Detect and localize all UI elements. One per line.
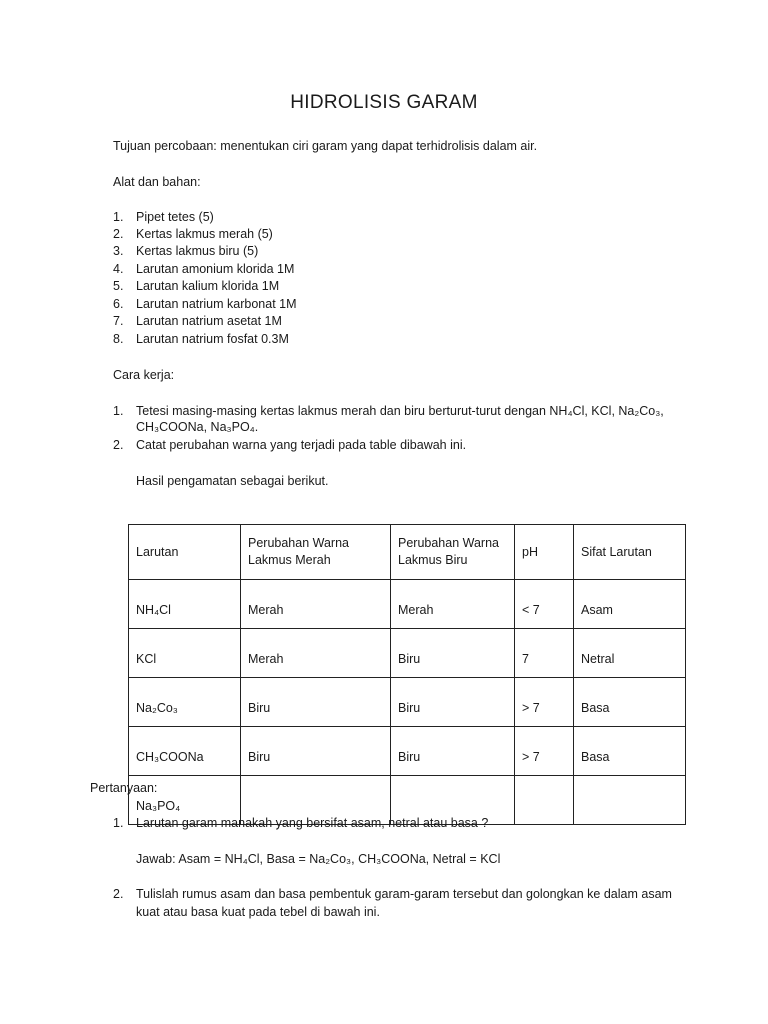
list-item: Kertas lakmus biru (5) [136,244,259,258]
list-number: 6. [113,297,124,311]
list-number: 5. [113,279,124,293]
table-cell: Biru [391,629,515,678]
table-cell: Basa [574,678,686,727]
procedure-step-line: Catat perubahan warna yang terjadi pada table dibawah ini. [136,438,467,452]
table-cell: Na₃PO₄ [129,776,241,825]
materials-heading: Alat dan bahan: [113,175,201,189]
table-cell: Biru [391,678,515,727]
table-row [129,678,686,727]
table-cell: CH₃COONa [129,727,241,776]
questions-heading: Pertanyaan: [90,781,158,795]
table-cell [574,776,686,825]
list-item: Larutan natrium karbonat 1M [136,297,297,311]
list-number: 1. [113,404,124,418]
table-cell [515,776,574,825]
list-item: Kertas lakmus merah (5) [136,227,273,241]
table-cell: KCl [129,629,241,678]
procedure-step-line: CH₃COONa, Na₃PO₄. [136,420,259,434]
table-row [129,727,686,776]
table-cell: Asam [574,580,686,629]
table-cell: Merah [391,580,515,629]
table-cell: Biru [241,678,391,727]
list-number: 2. [113,887,124,901]
results-intro: Hasil pengamatan sebagai berikut. [136,474,329,488]
procedure-step-line: Tetesi masing-masing kertas lakmus merah dan biru berturut-turut dengan NH₄Cl, KCl, Na₂Co₃, [136,404,664,418]
question-text: kuat atau basa kuat pada tebel di bawah ini. [136,905,380,919]
table-cell: 7 [515,629,574,678]
table-cell: Basa [574,727,686,776]
list-item: Larutan natrium fosfat 0.3M [136,332,289,346]
list-number: 1. [113,210,124,224]
answer-text: Jawab: Asam = NH₄Cl, Basa = Na₂Co₃, CH₃COONa, Netral = KCl [136,852,501,866]
list-number: 7. [113,314,124,328]
list-item: Larutan kalium klorida 1M [136,279,280,293]
table-cell: Netral [574,629,686,678]
list-number: 2. [113,227,124,241]
list-number: 1. [113,816,124,830]
list-number: 8. [113,332,124,346]
table-cell: Merah [241,629,391,678]
procedure-heading: Cara kerja: [113,368,175,382]
table-row [129,580,686,629]
table-header-cell: Perubahan Warna Lakmus Biru [391,525,515,580]
list-item: Larutan natrium asetat 1M [136,314,282,328]
results-table [128,524,686,825]
question-text: Larutan garam manakah yang bersifat asam, netral atau basa ? [136,816,489,830]
table-header-cell: Larutan [129,525,241,580]
table-cell: Na₂Co₃ [129,678,241,727]
page-title: HIDROLISIS GARAM [290,92,478,113]
table-header-row [129,525,686,580]
table-cell: Biru [391,727,515,776]
list-number: 2. [113,438,124,452]
list-number: 3. [113,244,124,258]
table-header-cell: Perubahan Warna Lakmus Merah [241,525,391,580]
list-item: Pipet tetes (5) [136,210,214,224]
list-item: Larutan amonium klorida 1M [136,262,295,276]
question-text: Tulislah rumus asam dan basa pembentuk garam-garam tersebut dan golongkan ke dalam asam [136,887,672,901]
table-cell: Merah [241,580,391,629]
table-cell: > 7 [515,678,574,727]
list-number: 4. [113,262,124,276]
table-header-cell: Sifat Larutan [574,525,686,580]
table-header-cell: pH [515,525,574,580]
objective-text: Tujuan percobaan: menentukan ciri garam yang dapat terhidrolisis dalam air. [113,139,538,153]
table-cell: < 7 [515,580,574,629]
table-cell: > 7 [515,727,574,776]
table-row [129,629,686,678]
table-cell: NH₄Cl [129,580,241,629]
table-cell: Biru [241,727,391,776]
